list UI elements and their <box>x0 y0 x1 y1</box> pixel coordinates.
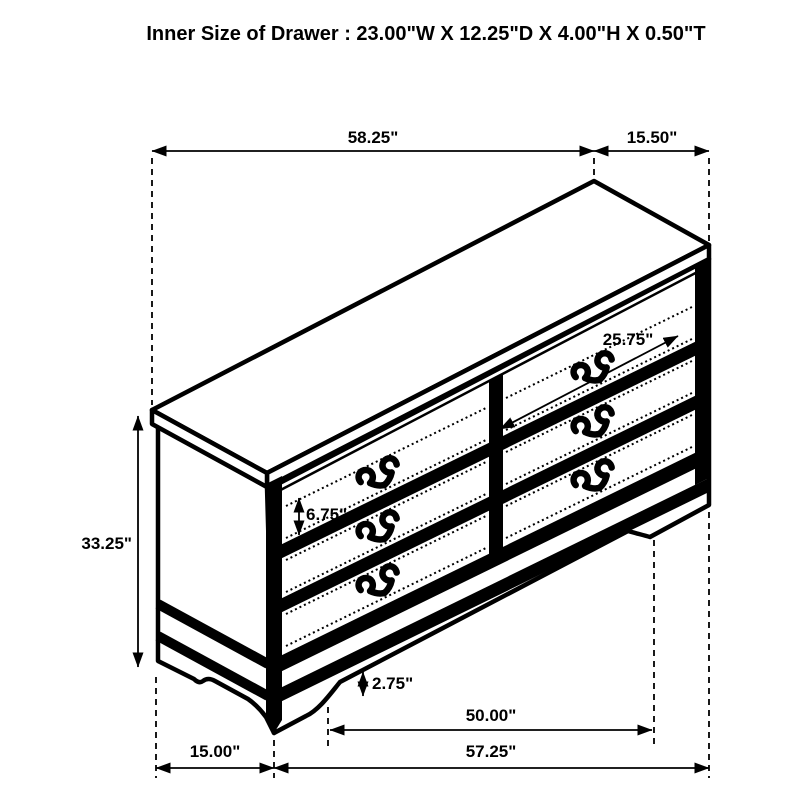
front-left-stile <box>266 476 282 733</box>
dim-top-depth-label: 15.50" <box>626 128 678 147</box>
dim-top-width-label: 58.25" <box>347 128 399 147</box>
dim-side-depth-label: 15.00" <box>189 742 241 761</box>
center-divider <box>489 373 503 558</box>
dim-drawer-face-height-label: 6.75" <box>306 505 348 524</box>
dim-base-height-label: 2.75" <box>372 674 414 693</box>
front-right-stile <box>695 261 709 485</box>
dim-feet-span-label: 50.00" <box>465 706 517 725</box>
diagram-title: Inner Size of Drawer : 23.00"W X 12.25"D X 4.00"H X 0.50"T <box>146 23 706 45</box>
dim-front-width-label: 57.25" <box>465 742 517 761</box>
dim-overall-height-label: 33.25" <box>81 534 132 553</box>
dim-drawer-front-width-label: 25.75" <box>602 330 654 349</box>
